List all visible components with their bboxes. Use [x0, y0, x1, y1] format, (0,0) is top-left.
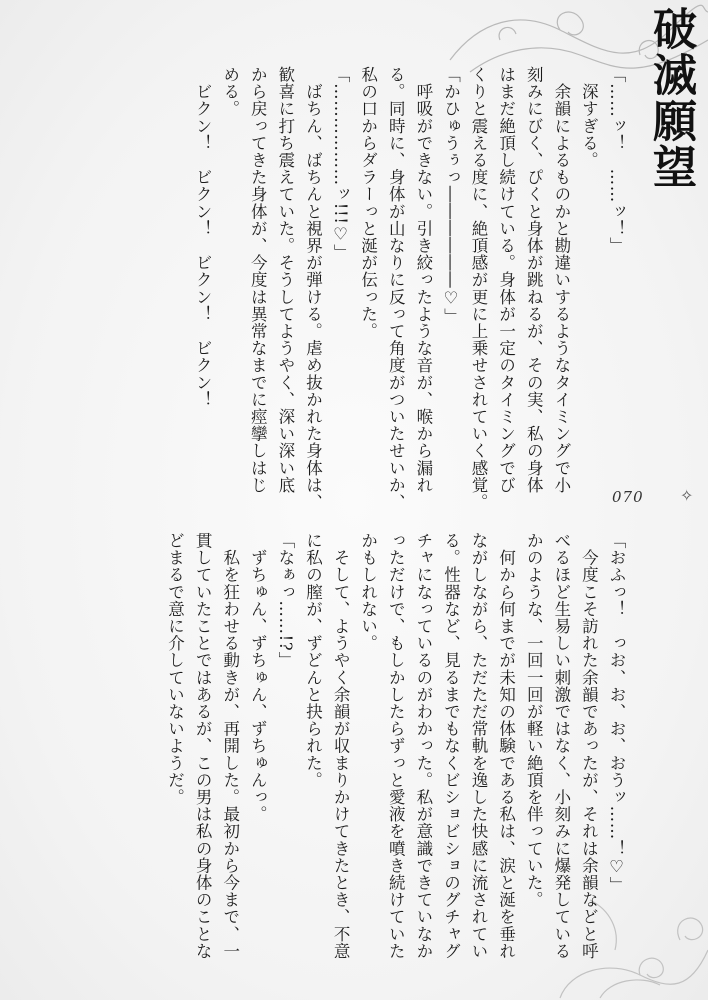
text-line: そして、ようやく余韻が収まりかけてきたとき、不意	[331, 532, 351, 960]
text-line: チャになっているのがわかった。私が意識できていなか	[413, 532, 433, 960]
text-line: ながしながら、ただただ常軌を逸した快感に流されてい	[469, 532, 489, 960]
text-line: 「……ッ！ ……ッ！」	[607, 66, 626, 255]
text-line: 今度こそ訪れた余韻であったが、それは余韻などと呼	[579, 532, 599, 960]
text-line: ずちゅん、ずちゅん、ずちゅんっ。	[248, 532, 268, 823]
text-line: 私の口からダラーっと涎が伝った。	[358, 66, 378, 340]
text-line: ばちん、ばちんと視界が弾ける。虐め抜かれた身体は、	[303, 66, 323, 511]
text-line: 私を狂わせる動きが、再開した。最初から今まで、一	[220, 532, 240, 960]
text-line: っただけで、もしかしたらずっと愛液を噴き続けていた	[386, 532, 406, 960]
text-line: から戻ってきた身体が、今度は異常なまでに痙攣しはじ	[248, 66, 268, 494]
text-line: かのような、一回一回が軽い絶頂を伴っていた。	[524, 532, 544, 909]
page-number: 070	[612, 488, 644, 506]
text-line: 「なぁっ……!?」	[275, 532, 295, 669]
text-line: 余韻によるものかと勘違いするようなタイミングで小	[551, 66, 571, 494]
text-line: 「………………ッ!!!♡」	[331, 66, 351, 262]
page-number-ornament-icon: ✧	[680, 486, 694, 505]
text-line: 何から何までが未知の体験である私は、涙と涎を垂れ	[496, 532, 516, 960]
text-line: に私の膣が、ずどんと抉られた。	[303, 532, 323, 789]
text-line: 刻みにびく、ぴくと身体が跳ねるが、その実、私の身体	[524, 66, 544, 494]
text-line: くりと震える度に、絶頂感が更に上乗せされていく感覚。	[469, 66, 489, 511]
body-text-lower	[161, 532, 630, 960]
text-line: 歓喜に打ち震えていた。そうしてようやく、深い深い底	[275, 66, 295, 494]
text-line: 「かひゅうぅっ――――――♡」	[441, 66, 461, 325]
chapter-title: 破滅願望	[645, 6, 696, 190]
text-line: める。	[220, 66, 240, 118]
text-line: る。性器など、見るまでもなくビショビショのグチャグ	[441, 532, 461, 960]
text-line: 深すぎる。	[579, 66, 599, 169]
text-line: る。同時に、身体が山なりに反って角度がついたせいか、	[386, 66, 406, 511]
text-line: べるほど生易しい刺激ではなく、小刻みに爆発している	[551, 532, 571, 960]
text-line: 呼吸ができない。引き絞ったような音が、喉から漏れ	[413, 66, 433, 494]
text-line: はまだ絶頂し続けている。身体が一定のタイミングでび	[496, 66, 516, 494]
text-line: かもしれない。	[358, 532, 378, 652]
text-line: どまるで意に介していないようだ。	[165, 532, 185, 806]
text-line: 「おふっ！ っお、お、お、おうッ……！♡」	[607, 532, 626, 894]
text-line: 貫していたことではあるが、この男は私の身体のことな	[193, 532, 213, 960]
text-line: ビクン！ ビクン！ ビクン！ ビクン！	[193, 66, 213, 408]
